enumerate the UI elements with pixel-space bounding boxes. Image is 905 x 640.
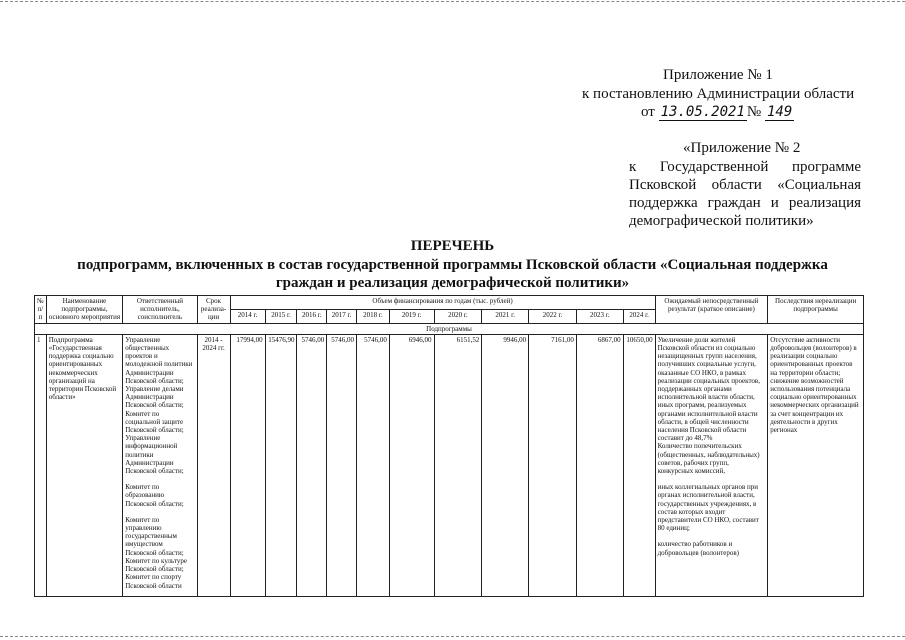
value-cell: 17994,00	[230, 334, 265, 596]
result-item: иных коллегиальных органов при органах исполнительной власти, государственных учреждениях, в состав которых входит представители СО НКО, составит 80 единиц;	[657, 483, 759, 533]
document-title: ПЕРЕЧЕНЬ	[410, 238, 495, 254]
annex1-resolution: к постановлению Администрации области	[582, 86, 855, 102]
row-number: 1	[35, 334, 47, 596]
col-consequences-header: Последствия нереализации подпрограммы	[768, 296, 864, 324]
document-subtitle-line1: подпрограмм, включенных в состав государственной программы Псковской области «Социальная поддержка	[77, 257, 828, 273]
responsible-item: Комитет по образованию Псковской области;	[125, 483, 184, 508]
spacer	[658, 475, 766, 483]
row-responsible	[123, 334, 197, 596]
value-cell: 9946,00	[482, 334, 529, 596]
date-prefix: от	[641, 104, 655, 120]
col-funding-header: Объем финансирования по годам (тыс. рублей)	[230, 296, 655, 310]
annex2-title: «Приложение № 2	[683, 140, 801, 156]
responsible-item: Управление информационной политики Администрации Псковской области;	[125, 434, 184, 476]
year-header: 2021 г.	[482, 309, 529, 323]
section-label: Подпрограммы	[35, 323, 864, 334]
year-header: 2016 г.	[297, 309, 327, 323]
spacer	[125, 475, 194, 483]
row-result	[655, 334, 768, 596]
col-name-header: Наименование подпрограммы, основного мероприятия	[46, 296, 123, 324]
value-cell: 6946,00	[389, 334, 434, 596]
table-header-row	[35, 296, 864, 310]
annex2-line3: Псковской области «Социальная	[629, 177, 861, 193]
year-header: 2020 г.	[434, 309, 482, 323]
col-result-header: Ожидаемый непосредственный результат (краткое описание)	[655, 296, 768, 324]
row-name: Подпрограмма «Государственная поддержка социально ориентированных некоммерческих организаций на территории Псковской области»	[46, 334, 123, 596]
responsible-item: Управление делами Администрации Псковской области;	[125, 385, 184, 410]
result-item: Увеличение доли жителей Псковской области из социально незащищенных групп населения, получивших социальные услуги, оказанные СО НКО, в рамках реализации социальных проектов, поддержанных органами исполнительной власти области, иных программ, реализуемых органами исполнительной власти области, в общей численности населения Псковской области составит до 48,7%	[657, 335, 760, 443]
year-header: 2019 г.	[389, 309, 434, 323]
value-cell: 6151,52	[434, 334, 482, 596]
year-header: 2024 г.	[623, 309, 655, 323]
responsible-item: Управление общественных проектов и молодежной политики Администрации Псковской области;	[125, 335, 193, 385]
top-scan-edge	[0, 1, 905, 2]
responsible-item: Комитет по культуре Псковской области;	[125, 556, 188, 574]
col-number-header: № п/п	[35, 296, 47, 324]
handwritten-date: 13.05.2021	[660, 104, 745, 120]
result-item: количество работников и добровольцев (волонтеров)	[657, 540, 740, 557]
year-header: 2023 г.	[576, 309, 623, 323]
row-consequences: Отсутствие активности добровольцев (волонтеров) в реализации социально ориентированных проектов на территории области; снижение возможностей использования потенциала социально ориентированных некоммерческих организаций за счет концентрации их деятельности в других регионах	[768, 334, 864, 596]
year-header: 2015 г.	[265, 309, 297, 323]
responsible-item: Комитет по управлению государственным имуществом Псковской области;	[125, 515, 184, 557]
col-responsible-header: Ответственный исполнитель, соисполнитель	[123, 296, 197, 324]
table-row	[35, 334, 864, 596]
responsible-item: Комитет по спорту Псковской области	[125, 573, 182, 590]
annex2-line2: к Государственной программе	[629, 159, 861, 175]
spacer	[658, 532, 766, 540]
year-header: 2022 г.	[529, 309, 577, 323]
subprograms-table	[34, 295, 864, 597]
bottom-scan-edge	[0, 636, 905, 637]
col-period-header: Срок реализа-ции	[197, 296, 230, 324]
value-cell: 6867,00	[576, 334, 623, 596]
handwritten-number: 149	[766, 104, 793, 120]
result-item: Количество попечительских (общественных, наблюдательных) советов, рабочих групп, конкурсных комиссий,	[657, 442, 760, 476]
row-period: 2014 - 2024 гг.	[197, 334, 230, 596]
spacer	[125, 508, 194, 516]
year-header: 2014 г.	[230, 309, 265, 323]
value-cell: 7161,00	[529, 334, 577, 596]
year-header: 2017 г.	[327, 309, 357, 323]
annex1-title: Приложение № 1	[663, 67, 773, 83]
section-row	[35, 323, 864, 334]
value-cell: 15476,90	[265, 334, 297, 596]
responsible-item: Комитет по социальной защите Псковской области;	[125, 409, 184, 435]
value-cell: 5746,00	[356, 334, 389, 596]
value-cell: 5746,00	[327, 334, 357, 596]
year-header: 2018 г.	[356, 309, 389, 323]
number-prefix: №	[746, 104, 762, 120]
annex2-line4: поддержка граждан и реализация	[629, 195, 861, 211]
value-cell: 10650,00	[623, 334, 655, 596]
document-subtitle-line2: граждан и реализация демографической политики»	[275, 275, 630, 291]
annex2-line5: демографической политики»	[629, 213, 814, 229]
annex1-date-line	[641, 103, 794, 122]
value-cell: 5746,00	[297, 334, 327, 596]
